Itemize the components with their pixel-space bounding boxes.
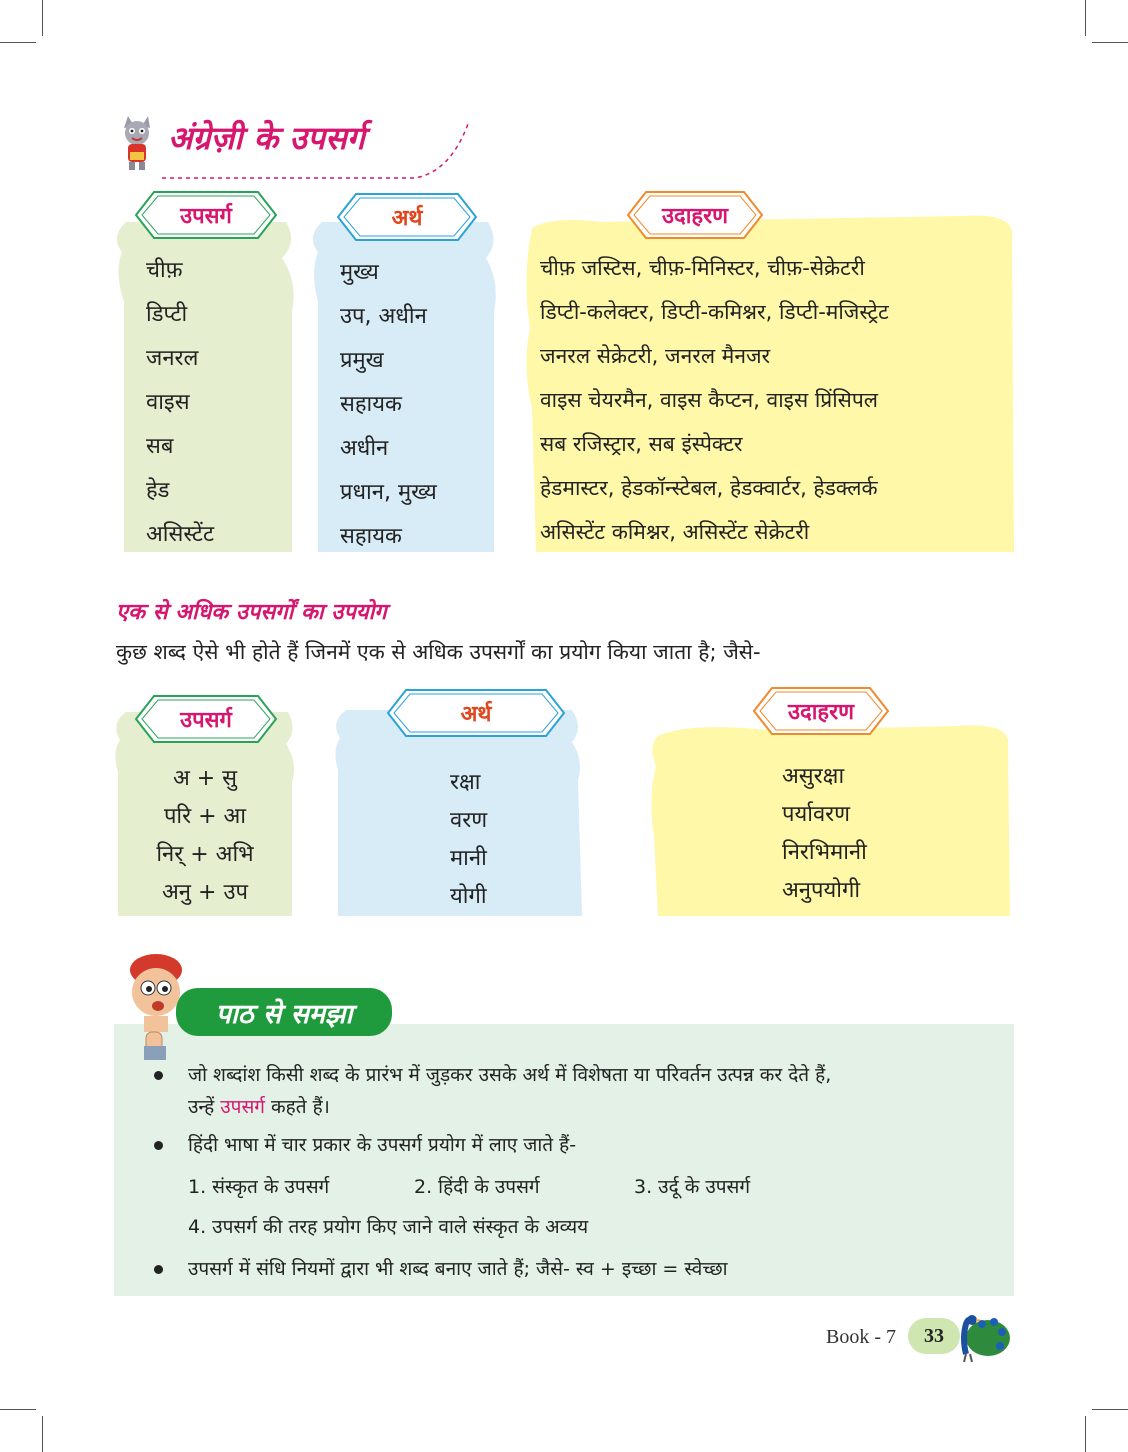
crop-mark	[1092, 1409, 1128, 1410]
meaning-cell: मुख्य	[340, 260, 379, 285]
header-tag-example-2	[752, 686, 890, 736]
title-dashed-underline	[110, 120, 470, 182]
summary-bullet-1-line-1: जो शब्दांश किसी शब्द के प्रारंभ में जुड़कर उसके अर्थ में विशेषता या परिवर्तन उत्पन्न कर देते हैं,	[188, 1064, 832, 1086]
header-tag-meaning	[336, 192, 478, 242]
meaning-cell: उप, अधीन	[340, 304, 427, 329]
meaning-cell: वरण	[450, 808, 488, 833]
meaning-cell: सहायक	[340, 524, 402, 549]
header-label: उपसर्ग	[180, 708, 232, 733]
summary-bullet-2: हिंदी भाषा में चार प्रकार के उपसर्ग प्रयोग में लाए जाते हैं-	[188, 1134, 577, 1156]
prefix-cell: चीफ़	[146, 258, 183, 283]
boy-mascot-icon	[120, 952, 190, 1062]
prefix-cell: जनरल	[146, 346, 199, 371]
prefix-panel	[114, 222, 298, 552]
meaning-cell: अधीन	[340, 436, 389, 461]
text: उन्हें	[188, 1096, 221, 1118]
crop-mark	[42, 0, 43, 36]
prefix-cell: निर् + अभि	[156, 842, 254, 867]
bullet-point	[154, 1141, 163, 1150]
prefix-cell: सब	[146, 434, 174, 459]
header-tag-prefix	[134, 190, 278, 240]
example-cell: चीफ़ जस्टिस, चीफ़-मिनिस्टर, चीफ़-सेक्रेटरी	[540, 256, 865, 280]
example-cell: डिप्टी-कलेक्टर, डिप्टी-कमिश्नर, डिप्टी-मजिस्ट्रेट	[540, 300, 889, 324]
header-tag-example	[626, 190, 764, 240]
bullet-point	[154, 1071, 163, 1080]
prefix-cell: परि + आ	[163, 804, 247, 829]
page-number: 33	[924, 1325, 944, 1347]
header-label: उपसर्ग	[180, 204, 232, 229]
prefix-type-1: 1. संस्कृत के उपसर्ग	[188, 1176, 330, 1198]
summary-banner-label: पाठ से समझा	[215, 999, 353, 1030]
crop-mark	[0, 42, 36, 43]
prefix-cell: अनु + उप	[162, 880, 248, 905]
intro-text: कुछ शब्द ऐसे भी होते हैं जिनमें एक से अधिक उपसर्गों का प्रयोग किया जाता है; जैसे-	[116, 640, 761, 664]
meaning-cell: योगी	[450, 884, 487, 909]
meaning-cell: सहायक	[340, 392, 402, 417]
bullet-point	[154, 1265, 163, 1274]
crop-mark	[0, 1409, 36, 1410]
meaning-cell: प्रधान, मुख्य	[340, 480, 437, 505]
section-title: अंग्रेज़ी के उपसर्ग	[168, 119, 365, 157]
example-cell: अनुपयोगी	[782, 878, 861, 903]
header-label: अर्थ	[460, 702, 492, 727]
example-cell: सब रजिस्ट्रार, सब इंस्पेक्टर	[540, 432, 743, 456]
example-cell: हेडमास्टर, हेडकॉन्स्टेबल, हेडक्वार्टर, हेडक्लर्क	[540, 476, 878, 500]
example-cell: जनरल सेक्रेटरी, जनरल मैनजर	[540, 344, 771, 368]
example-cell: पर्यावरण	[782, 802, 851, 827]
summary-banner	[176, 988, 392, 1036]
highlight-term: उपसर्ग	[220, 1096, 265, 1118]
prefix-type-2: 2. हिंदी के उपसर्ग	[414, 1176, 540, 1198]
prefix-cell: वाइस	[146, 390, 190, 415]
header-label: अर्थ	[391, 206, 423, 231]
text: कहते हैं।	[264, 1096, 330, 1118]
meaning-cell: मानी	[450, 846, 487, 871]
prefix-cell: डिप्टी	[146, 302, 188, 327]
prefix-cell: असिस्टेंट	[146, 522, 215, 547]
crop-mark	[1085, 0, 1086, 36]
header-tag-meaning-2	[386, 688, 566, 738]
crop-mark	[1085, 1416, 1086, 1452]
meaning-cell: रक्षा	[450, 770, 481, 795]
summary-bullet-3: उपसर्ग में संधि नियमों द्वारा भी शब्द बनाए जाते हैं; जैसे- स्व + इच्छा = स्वेच्छा	[188, 1258, 728, 1280]
example-cell: असिस्टेंट कमिश्नर, असिस्टेंट सेक्रेटरी	[540, 520, 810, 544]
crop-mark	[1092, 42, 1128, 43]
prefix-type-3: 3. उर्दू के उपसर्ग	[634, 1176, 751, 1198]
header-label: उदाहरण	[661, 204, 729, 229]
meaning-cell: प्रमुख	[340, 348, 384, 373]
header-label: उदाहरण	[787, 700, 855, 725]
example-cell: निरभिमानी	[782, 840, 867, 865]
peacock-icon	[952, 1310, 1012, 1364]
prefix-cell: अ + सु	[172, 766, 238, 791]
subsection-title: एक से अधिक उपसर्गों का उपयोग	[116, 599, 387, 625]
prefix-cell: हेड	[146, 478, 170, 503]
crop-mark	[42, 1416, 43, 1452]
summary-bullet-1-line-2	[188, 1092, 330, 1122]
example-cell: असुरक्षा	[782, 764, 845, 789]
example-cell: वाइस चेयरमैन, वाइस कैप्टन, वाइस प्रिंसिपल	[540, 388, 879, 412]
prefix-type-4: 4. उपसर्ग की तरह प्रयोग किए जाने वाले संस्कृत के अव्यय	[188, 1216, 589, 1238]
book-label: Book - 7	[826, 1326, 896, 1348]
header-tag-prefix-2	[134, 694, 278, 744]
